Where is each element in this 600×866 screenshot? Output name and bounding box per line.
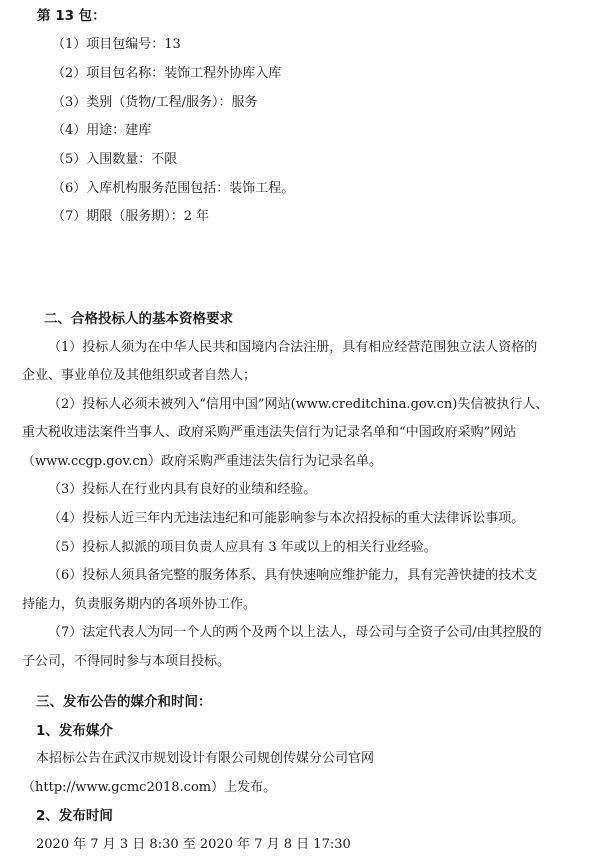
qualification-line: 持能力，负责服务期内的各项外协工作。 xyxy=(22,597,257,612)
qualification-line: （2）投标人必须未被列入“信用中国”网站(www.creditchina.gov.cn)失信被执行人、 xyxy=(48,397,549,412)
media-line: （http://www.gcmc2018.com）上发布。 xyxy=(22,780,277,795)
qualification-line: （3）投标人在行业内具有良好的业绩和经验。 xyxy=(48,482,317,497)
qualification-line: （1）投标人须为在中华人民共和国境内合法注册，具有相应经营范围独立法人资格的 xyxy=(48,340,538,355)
qualification-line: 子公司，不得同时参与本项目投标。 xyxy=(22,654,231,669)
qualification-line: （6）投标人须具备完整的服务体系、具有快速响应维护能力，具有完善快捷的技术支 xyxy=(48,568,538,583)
time-heading: 2、发布时间 xyxy=(36,808,113,824)
publication-heading: 三、发布公告的媒介和时间： xyxy=(36,694,212,710)
package-item: （7）期限（服务期）：2 年 xyxy=(52,209,210,224)
qualification-heading: 二、合格投标人的基本资格要求 xyxy=(44,311,233,327)
package-item: （5）入围数量：不限 xyxy=(52,152,178,167)
qualification-line: （4）投标人近三年内无违法违纪和可能影响参与本次招投标的重大法律诉讼事项。 xyxy=(48,511,525,526)
package-item: （1）项目包编号：13 xyxy=(52,37,181,52)
qualification-line: （www.ccgp.gov.cn）政府采购严重违法失信行为记录名单。 xyxy=(22,454,383,469)
media-heading: 1、发布媒介 xyxy=(36,723,113,739)
qualification-line: 重大税收违法案件当事人、政府采购严重违法失信行为记录名单和“中国政府采购”网站 xyxy=(22,425,517,440)
package-item: （2）项目包名称：装饰工程外协库入库 xyxy=(52,66,282,81)
package-heading: 第 13 包： xyxy=(37,8,106,24)
qualification-line: 企业、事业单位及其他组织或者自然人； xyxy=(22,368,257,383)
package-item: （3）类别（货物/工程/服务）：服务 xyxy=(52,95,258,110)
qualification-line: （5）投标人拟派的项目负责人应具有 3 年或以上的相关行业经验。 xyxy=(48,540,437,555)
time-value: 2020 年 7 月 3 日 8:30 至 2020 年 7 月 8 日 17:30 xyxy=(36,837,351,852)
package-item: （4）用途：建库 xyxy=(52,123,152,138)
package-item: （6）入库机构服务范围包括：装饰工程。 xyxy=(52,181,295,196)
qualification-line: （7）法定代表人为同一个人的两个及两个以上法人，母公司与全资子公司/由其控股的 xyxy=(48,625,542,640)
media-line: 本招标公告在武汉市规划设计有限公司规创传媒分公司官网 xyxy=(36,751,375,766)
